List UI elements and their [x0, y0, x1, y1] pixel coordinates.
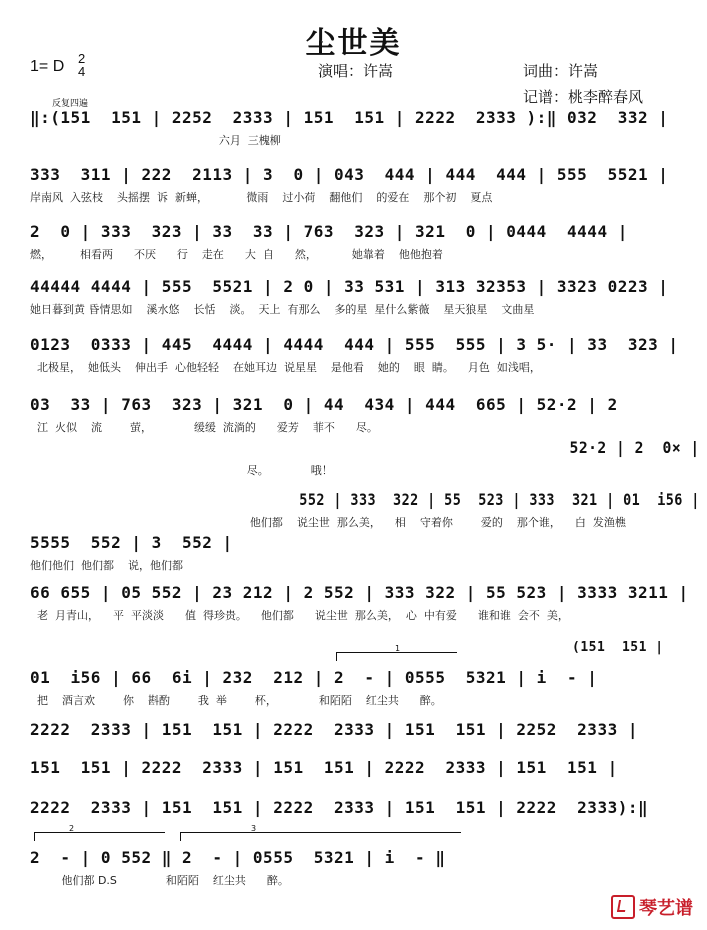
notation-line: 66 655 | 05 552 | 23 212 | 2 552 | 333 322 | 55 523 | 3333 3211 |: [30, 583, 689, 602]
notation-line: 333 311 | 222 2113 | 3 0 | 043 444 | 444 444 | 555 5521 |: [30, 165, 669, 184]
lyrics-line: 她日暮到黄 昏情思如 溪水悠 长恬 淡。 天上 有那么 多的星 星什么紫薇 星天狼星 文曲星: [30, 303, 535, 316]
notation-line: ‖:(151 151 | 2252 2333 | 151 151 | 2222 2333 ):‖ 032 332 |: [30, 108, 669, 127]
lyrics-line: 尽。 哦！: [30, 464, 333, 477]
lyrics-line: 燃， 相看两 不厌 行 走在 大 自 然， 她靠着 他他抱着: [30, 248, 443, 261]
lyrics-line: 六月 三槐柳: [30, 134, 281, 147]
notation-line: 03 33 | 763 323 | 321 0 | 44 434 | 444 665 | 52·2 | 2: [30, 395, 618, 414]
transcriber-credit: 记谱：桃李醉春风: [523, 88, 644, 106]
notation-line: 2222 2333 | 151 151 | 2222 2333 | 151 151 | 2222 2333):‖: [30, 798, 649, 817]
logo-icon: [611, 895, 635, 919]
composer-credit: 词曲：许嵩: [523, 62, 599, 80]
lyrics-line: 北极星， 她低头 伸出手 心他轻轻 在她耳边 说星星 是他看 她的 眼 睛。 月色 如浅唱，: [30, 361, 541, 374]
notation-line: 2 - | 0 552 ‖ 2 - | 0555 5321 | i - ‖: [30, 848, 446, 867]
site-logo: [611, 894, 693, 920]
repeat-annotation: 反复四遍: [52, 99, 89, 109]
time-signature: [78, 52, 85, 78]
lyrics-line: 老 月青山， 平 平淡淡 值 得珍贵。 他们都 说尘世 那么美， 心 中有爱 谁和谁 会不 美，: [30, 609, 569, 622]
notation-line: 5555 552 | 3 552 |: [30, 533, 233, 552]
lyrics-line: 他们他们 他们都 说，他们都: [30, 559, 183, 572]
notation-line: 52·2 | 2 0× |: [30, 438, 700, 457]
lyrics-line: 江 火似 流 萤， 缓缓 流淌的 爱芳 菲不 尽。: [30, 421, 378, 434]
volta-first-number: 1: [395, 644, 401, 653]
notation-line: 0123 0333 | 445 4444 | 4444 444 | 555 555 | 3 5· | 33 323 |: [30, 335, 679, 354]
singer-credit: 演唱：许嵩: [318, 62, 394, 80]
side-notation: (151 151 |: [572, 640, 664, 655]
key-signature: 1= D: [30, 58, 65, 75]
notation-line: 2 0 | 333 323 | 33 33 | 763 323 | 321 0 | 0444 4444 |: [30, 222, 628, 241]
meter-bottom: 4: [78, 64, 86, 79]
notation-line: 552 | 333 322 | 55 523 | 333 321 | 01 i56 |: [180, 490, 700, 509]
notation-line: 2222 2333 | 151 151 | 2222 2333 | 151 151 | 2252 2333 |: [30, 720, 638, 739]
notation-line: 01 i56 | 66 6i | 232 212 | 2 - | 0555 5321 | i - |: [30, 668, 598, 687]
notation-line: 151 151 | 2222 2333 | 151 151 | 2222 2333 | 151 151 |: [30, 758, 618, 777]
volta-third-number: 3: [251, 824, 257, 833]
notation-line: 44444 4444 | 555 5521 | 2 0 | 33 531 | 313 32353 | 3323 0223 |: [30, 277, 669, 296]
logo-text: 琴艺谱: [639, 898, 693, 919]
lyrics-line: 他们都 D.S 和陌陌 红尘共 醉。: [30, 874, 289, 887]
volta-third: [180, 824, 461, 841]
song-title: 尘世美: [305, 26, 402, 61]
meter-top: 2: [78, 51, 86, 66]
volta-second: [34, 824, 165, 841]
volta-second-number: 2: [69, 824, 75, 833]
lyrics-line: 岸南风 入弦枝 头摇摆 诉 新蝉， 微雨 过小荷 翻他们 的爱在 那个初 夏点: [30, 191, 493, 204]
lyrics-line: 他们都 说尘世 那么美， 相 守着你 爱的 那个谁， 白 发渔樵: [180, 516, 626, 529]
lyrics-line: 把 酒言欢 你 斟酌 我 举 杯， 和陌陌 红尘共 醉。: [30, 694, 442, 707]
volta-first: [336, 644, 457, 661]
